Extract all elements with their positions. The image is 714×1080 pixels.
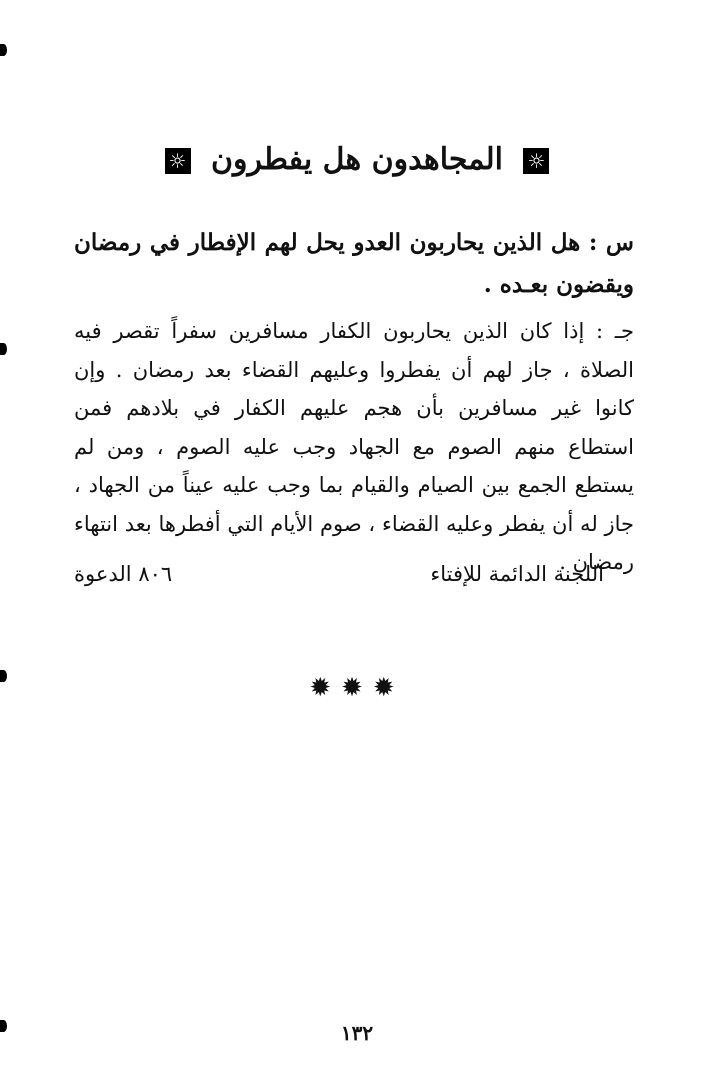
section-divider: ✹✹✹ [309, 673, 405, 703]
source-reference: ٨٠٦ الدعوة [74, 562, 173, 586]
fatwa-title [0, 138, 714, 182]
fatwa-title-text: المجاهدون هل يفطرون [210, 142, 504, 177]
sun-ornament-icon: ☼ [165, 148, 191, 174]
issuer-name: اللجنة الدائمة للإفتاء [430, 562, 604, 586]
signature-line [74, 556, 604, 592]
scan-edge-mark [0, 343, 7, 355]
answer-paragraph: جـ : إذا كان الذين يحاربون الكفار مسافرين سفراً تقصر فيه الصلاة ، جاز لهم أن يفطروا وعليهم القضاء بعد رمضان . وإن كانوا غير مسافرين بأن هجم عليهم الكفار في بلادهم فمن استطاع منهم الصوم مع الجهاد وجب عليه الصوم ، ومن لم يستطع الجمع بين الصيام والقيام بما وجب عليه عيناً من الجهاد ، جاز له أن يفطر وعليه القضاء ، صوم الأيام التي أفطرها بعد انتهاء رمضان . [74, 319, 634, 574]
scan-edge-mark [0, 44, 7, 56]
page-number: ١٣٢ [340, 1021, 374, 1045]
sun-ornament-icon: ☼ [523, 148, 549, 174]
question-paragraph: س : هل الذين يحاربون العدو يحل لهم الإفطار في رمضان ويقضون بعـده . [74, 229, 634, 298]
